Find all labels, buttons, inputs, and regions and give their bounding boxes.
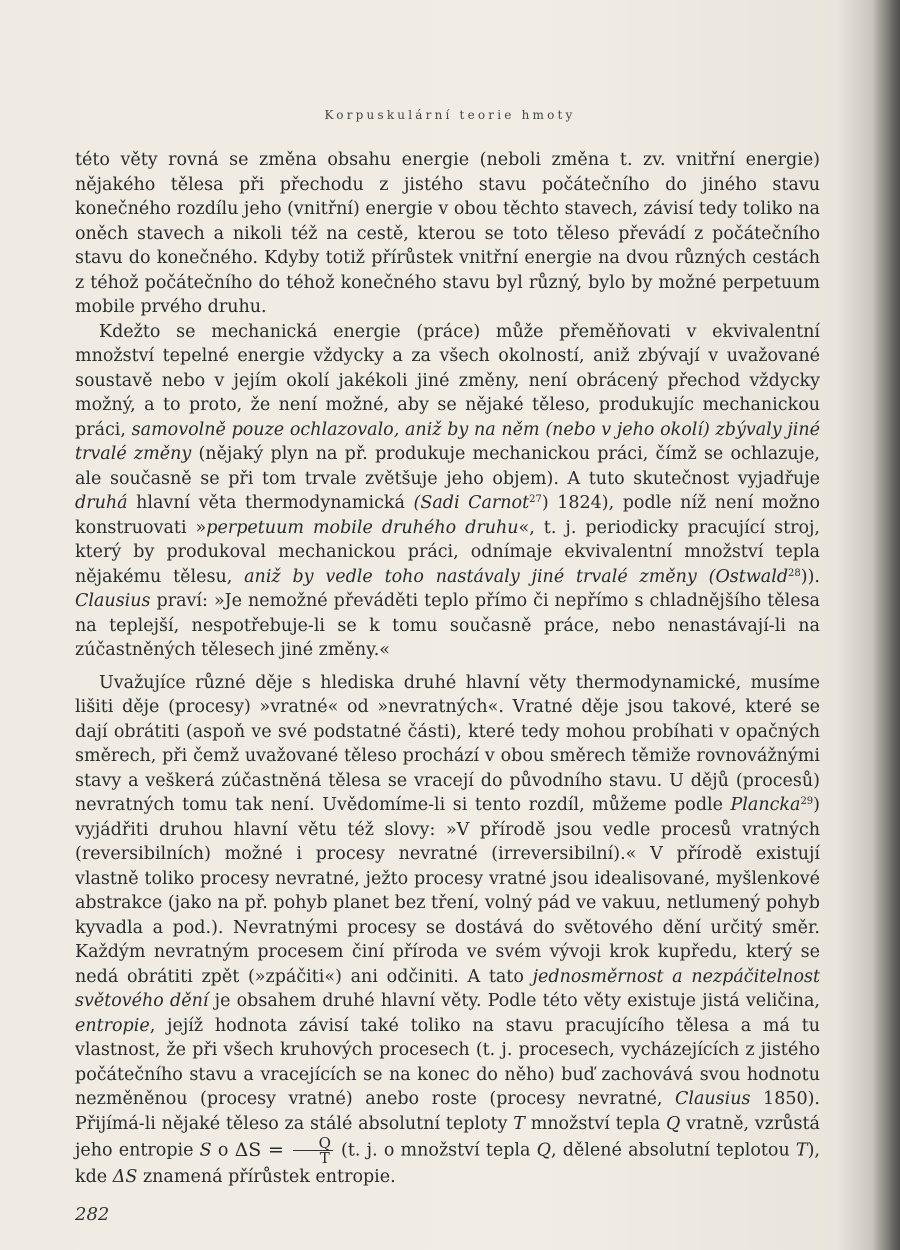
- text-run: )).: [800, 566, 820, 587]
- text-run: o: [211, 1140, 235, 1161]
- italic-text: druhá: [75, 493, 128, 513]
- fraction-denominator: T: [319, 1149, 330, 1167]
- formula-lhs: ΔS =: [234, 1138, 291, 1161]
- italic-text: Clausius: [674, 1089, 751, 1109]
- text-run: Kdežto se mechanická energie (práce) může přeměňovati v ekvivalentní množství tepelné energie vždycky a za všech okolností, aniž zbývají v uvažované soustavě nebo v jejím okolí jakékoli jiné změny, není obrácený přechod vždycky možný, a to proto, že není možné, aby se nějaké těleso, produkujíc mechanickou práci,: [75, 321, 820, 440]
- italic-text: Clausius: [75, 591, 151, 611]
- text-run: množství tepla: [524, 1113, 666, 1134]
- italic-text: Q: [536, 1140, 552, 1161]
- italic-text: T: [513, 1113, 525, 1134]
- fraction-numerator: Q: [293, 1136, 333, 1151]
- italic-text: entropie: [75, 1015, 150, 1036]
- footnote-ref: 28: [788, 567, 801, 579]
- text-run: , jejíž hodnota závisí také toliko na stavu pracujícího tělesa a má tu vlastnost, že při všech kruhových procesech (t. j. procesech, vycházejících z jistého počátečního stavu a vracejících se na konec do něho) buď zachovává svou hodnotu nezměněnou (procesy vratné) anebo roste (procesy nevratné,: [75, 1015, 820, 1109]
- text-run: «, t. j. periodicky pracující stroj, který by produkoval mechanickou práci, odnímaje ekvivalentní množství tepla nějakému tělesu,: [75, 517, 820, 587]
- page-gutter-shadow: [872, 0, 900, 1250]
- italic-text: samovolně pouze ochlazovalo, aniž by na něm (nebo v jeho okolí) zbývaly jiné trvalé změny: [75, 419, 820, 464]
- italic-text: jednosměrnost a nezpáčitelnost světového dění: [75, 966, 821, 1011]
- footnote-ref: 27: [529, 494, 542, 505]
- italic-text: perpetuum mobile druhého druhu: [206, 517, 519, 538]
- text-run: hlavní věta thermodynamická: [127, 493, 414, 513]
- italic-text: S: [199, 1140, 212, 1161]
- body-text: [75, 148, 820, 1190]
- text-run: (nějaký plyn na př. produkuje mechanickou práci, čímž se ochlazuje, ale současně se při tom trvale zvětšuje jeho objem). A tuto skutečnost vyjadřuje: [75, 444, 820, 489]
- italic-text: T: [795, 1140, 808, 1161]
- text-run: (t. j. o množství tepla: [334, 1140, 537, 1161]
- text-run: znamená přírůstek entropie.: [137, 1167, 396, 1187]
- entropy-formula: [234, 1134, 335, 1167]
- footnote-ref: 29: [800, 796, 814, 807]
- text-run: ), kde: [75, 1140, 820, 1187]
- text-run: ) 1824), podle níž není možno konstruovati »: [75, 493, 821, 538]
- text-run: této věty rovná se změna obsahu energie (neboli změna t. zv. vnitřní energie) nějakého tělesa při přechodu z jistého stavu počátečního do jiného stavu konečného rozdílu jeho (vnitřní) energie v obou těchto stavech, závisí tedy toliko na oněch stavech a nikoli též na cestě, kterou se toto těleso převádí z počátečního stavu do konečného. Kdyby totiž přírůstek vnitřní energie na dvou různých cestách z téhož počátečního do téhož konečného stavu byl různý, bylo by možné perpetuum mobile prvého druhu.: [75, 150, 820, 317]
- paragraph-3: [75, 671, 820, 1190]
- formula-fraction: [293, 1136, 333, 1165]
- text-run: ) vyjádřiti druhou hlavní větu též slovy: »V přírodě jsou vedle procesů vratných (reversibilních) možné i procesy nevratné (irreversibilní).« V přírodě existují vlastně toliko procesy nevratné, ježto procesy vratné jsou idealisované, myšlenkové abstrakce (jako na př. pohyb planet bez tření, volný pád ve vakuu, netlumený pohyb kyvadla a pod.). Nevratnými procesy se dostává do světového dění určitý směr. Každým nevratným procesem činí příroda ve svém vývoji krok kupředu, který se nedá obrátiti zpět (»zpáčiti«) ani odčiniti. A tato: [75, 795, 820, 987]
- text-run: 1850). Přijímá-li nějaké těleso za stálé absolutní teploty: [75, 1089, 820, 1134]
- page-number: 282: [75, 1204, 110, 1225]
- running-head: Korpuskulární teorie hmoty: [324, 108, 576, 122]
- paragraph-1: [75, 148, 820, 320]
- text-run: Uvažujíce různé děje s hlediska druhé hlavní věty thermodynamické, musíme lišiti děje (procesy) »vratné« od »nevratných«. Vratné děje jsou takové, které se dají obrátiti (aspoň ve své podstatné části), které tedy mohou probíhati v opačných směrech, při čemž uvažované těleso prochází v obou směrech těmiže rovnovážnými stavy a veškerá zúčastněná tělesa se vracejí do původního stavu. U dějů (procesů) nevratných tomu tak není. Uvědomíme-li si tento rozdíl, můžeme podle: [75, 672, 820, 815]
- text-run: vratně, vzrůstá jeho entropie: [75, 1113, 820, 1161]
- text-run: praví: »Je nemožné převáděti teplo přímo či nepřímo s chladnějšího tělesa na teplejší, nespotřebuje-li se k tomu současně práce, nebo nenastávají-li na zúčastněných tělesech jiné změny.«: [75, 591, 820, 660]
- paragraph-2: [75, 320, 820, 663]
- italic-text: Plancka: [730, 795, 801, 815]
- italic-text: aniž by vedle toho nastávaly jiné trvalé změny (Ostwald: [244, 566, 789, 587]
- text-run: , dělené absolutní teplotou: [551, 1140, 796, 1161]
- italic-text: ΔS: [112, 1167, 138, 1187]
- italic-text: (Sadi Carnot: [413, 493, 530, 513]
- italic-text: Q: [665, 1113, 681, 1134]
- text-run: je obsahem druhé hlavní věty. Podle této věty existuje jistá veličina,: [208, 991, 820, 1011]
